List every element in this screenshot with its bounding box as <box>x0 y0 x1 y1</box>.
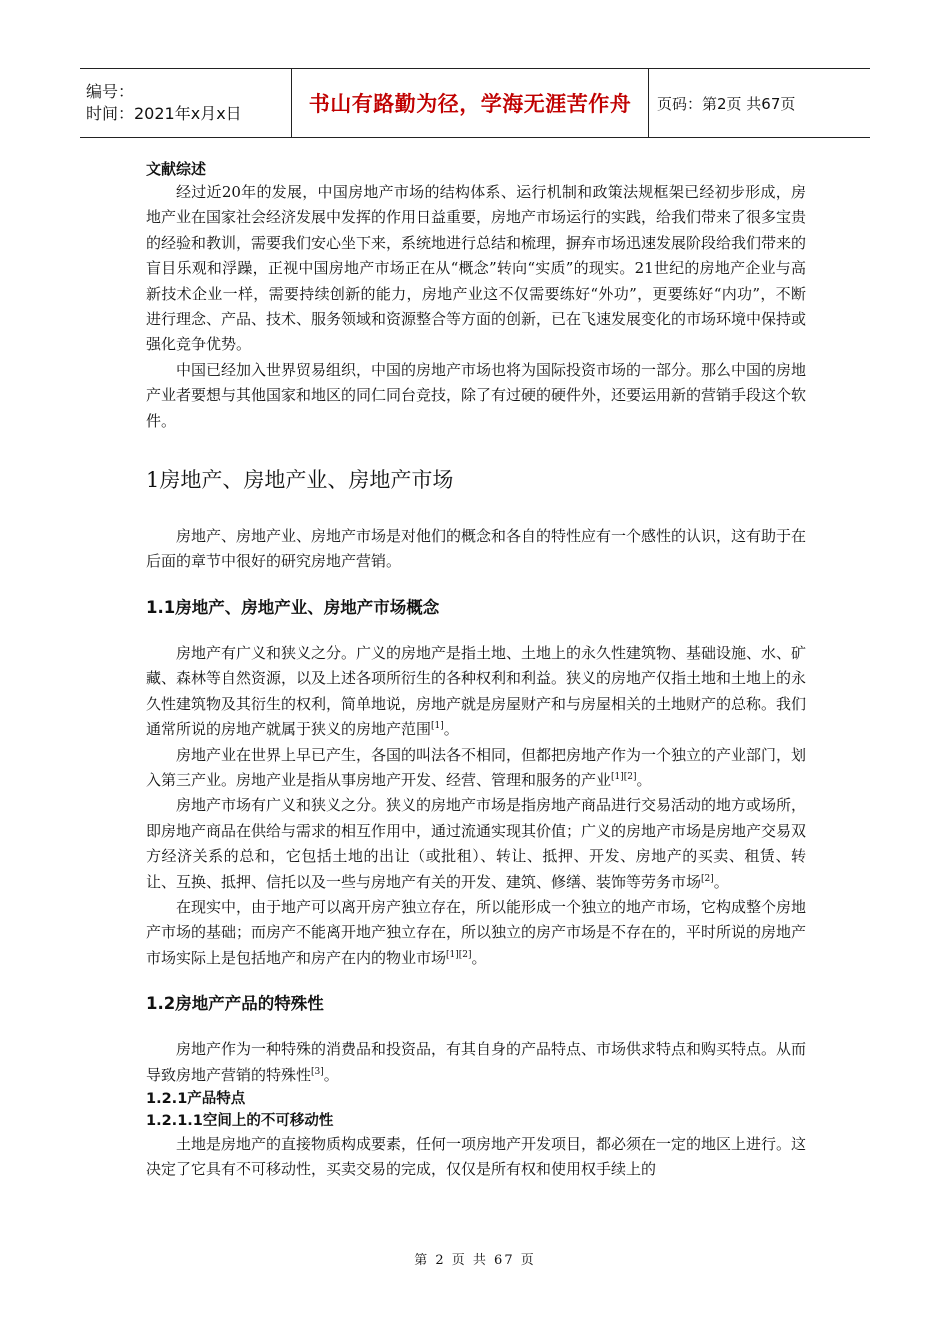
citation: [1][2] <box>611 771 637 782</box>
literature-review-title: 文献综述 <box>146 160 207 178</box>
p3-end: 。 <box>713 872 729 891</box>
p4-text: 在现实中，由于地产可以离开房产独立存在，所以能形成一个独立的地产市场，它构成整个房地产市场的基础；而房产不能离开地产独立存在，所以独立的房产市场是不存在的，平时所说的房地产市场实际上是包括地产和房产在内的物业市场 <box>146 897 807 967</box>
review-paragraph-1: 经过近20年的发展，中国房地产市场的结构体系、运行机制和政策法规框架已经初步形成，房地产业在国家社会经济发展中发挥的作用日益重要，房地产市场运行的实践，给我们带来了很多宝贵的经验和教训，需要我们安心坐下来，系统地进行总结和梳理，摒弃市场迅速发展阶段给我们带来的盲目乐观和浮躁，正视中国房地产市场正在从“概念”转向“实质”的现实。21世纪的房地产企业与高新技术企业一样，需要持续创新的能力，房地产业这不仅需要练好“外功”，更要练好“内功”，不断进行理念、产品、技术、服务领域和资源整合等方面的创新，已在飞速发展变化的市场环境中保持或强化竞争优势。 <box>146 183 807 354</box>
chapter-1-intro: 房地产、房地产业、房地产市场是对他们的概念和各自的特性应有一个感性的认识，这有助于在后面的章节中很好的研究房地产营销。 <box>146 527 807 571</box>
p2-end: 。 <box>636 770 652 789</box>
section-1-2-title: 1.2房地产产品的特殊性 <box>146 994 324 1014</box>
citation: [3] <box>311 1066 324 1077</box>
citation: [2] <box>701 873 714 884</box>
p3-text: 房地产市场有广义和狭义之分。狭义的房地产市场是指房地产商品进行交易活动的地方或场所，即房地产商品在供给与需求的相互作用中，通过流通实现其价值；广义的房地产市场是房地产交易双方经济关系的总和，它包括土地的出让（或批租）、转让、抵押、开发、房地产的买卖、租赁、转让、互换、抵押、信托以及一些与房地产有关的开发、建筑、修缮、装饰等劳务市场 <box>146 796 807 891</box>
subsection-1-2-1-title: 1.2.1产品特点 <box>146 1090 246 1107</box>
header-time: 时间：2021年x月x日 <box>86 104 242 123</box>
s12-p1-text: 房地产作为一种特殊的消费品和投资品，有其自身的产品特点、市场供求特点和购买特点。从而导致房地产营销的特殊性 <box>146 1040 807 1084</box>
page-footer: 第 2 页 共 67 页 <box>414 1253 536 1268</box>
section-1-1-paragraph-3 <box>146 793 806 895</box>
section-1-1-paragraph-4 <box>146 895 806 971</box>
p1-text: 房地产有广义和狭义之分。广义的房地产是指土地、土地上的永久性建筑物、基础设施、水、矿藏、森林等自然资源，以及上述各项所衍生的各种权利和利益。狭义的房地产仅指土地和土地上的永久性建筑物及其衍生的权利，简单地说，房地产就是房屋财产和与房屋相关的土地财产的总称。我们通常所说的房地产就属于狭义的房地产范围 <box>146 643 807 739</box>
p1-end: 。 <box>443 720 459 739</box>
s12-p1-end: 。 <box>323 1065 339 1084</box>
subsection-1-2-1-1-paragraph: 土地是房地产的直接物质构成要素，任何一项房地产开发项目，都必须在一定的地区上进行。这决定了它具有不可移动性，买卖交易的完成，仅仅是所有权和使用权手续上的 <box>146 1134 807 1179</box>
p4-end: 。 <box>471 948 487 967</box>
citation: [1][2] <box>446 949 472 960</box>
citation: [1] <box>431 721 444 732</box>
header-page-info: 页码：第2页 共67页 <box>657 94 796 113</box>
p2-text: 房地产业在世界上早已产生，各国的叫法各不相同，但都把房地产作为一个独立的产业部门，划入第三产业。房地产业是指从事房地产开发、经营、管理和服务的产业 <box>146 745 807 789</box>
section-1-1-paragraph-1 <box>146 641 806 743</box>
header-meta <box>80 69 292 137</box>
section-1-2-paragraph-1 <box>146 1037 806 1088</box>
review-paragraph-2: 中国已经加入世界贸易组织，中国的房地产市场也将为国际投资市场的一部分。那么中国的房地产业者要想与其他国家和地区的同仁同台竞技，除了有过硬的硬件外，还要运用新的营销手段这个软件。 <box>146 360 807 430</box>
header-motto: 书山有路勤为径，学海无涯苦作舟 <box>292 69 649 137</box>
section-1-1-paragraph-2 <box>146 743 806 794</box>
header-number: 编号： <box>86 82 135 101</box>
subsection-1-2-1-1-title: 1.2.1.1空间上的不可移动性 <box>146 1112 334 1129</box>
chapter-1-title: 1房地产、房地产业、房地产市场 <box>146 468 454 493</box>
page-header <box>80 68 870 138</box>
section-1-1-title: 1.1房地产、房地产业、房地产市场概念 <box>146 597 440 617</box>
document-body <box>146 158 806 1183</box>
